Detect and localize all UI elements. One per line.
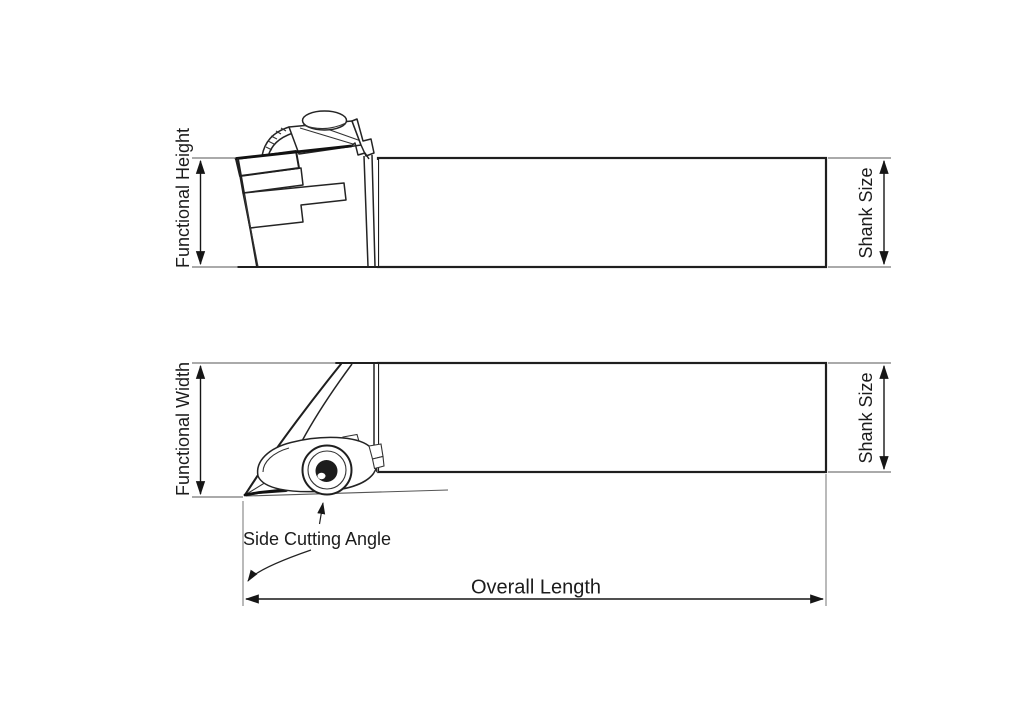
functional-width-dimension xyxy=(173,362,243,497)
side-cutting-angle-label: Side Cutting Angle xyxy=(242,529,392,549)
screw-hole-highlight xyxy=(318,473,326,479)
side-view-shank-size-dimension xyxy=(828,158,891,267)
functional-height-label: Functional Height xyxy=(173,127,193,269)
plan-view xyxy=(173,362,891,606)
plan-view-clamp xyxy=(258,435,384,495)
functional-width-label: Functional Width xyxy=(173,361,193,497)
clamp-side-tab-lower xyxy=(373,457,385,469)
angle-arc-arrow xyxy=(248,550,311,581)
side-view-shank xyxy=(378,158,826,267)
clamp-screw-hole xyxy=(316,460,338,482)
shank-size-label-plan-view: Shank Size xyxy=(856,372,876,464)
leader-arrow xyxy=(320,503,324,524)
overall-length-label: Overall Length xyxy=(470,576,602,599)
shank-size-label-side-view: Shank Size xyxy=(856,167,876,259)
plan-view-shank xyxy=(378,363,826,472)
functional-height-dimension xyxy=(173,128,238,268)
plan-view-shank-size-dimension xyxy=(828,363,891,472)
side-view xyxy=(173,111,891,268)
side-cutting-angle-annotation xyxy=(243,503,391,581)
